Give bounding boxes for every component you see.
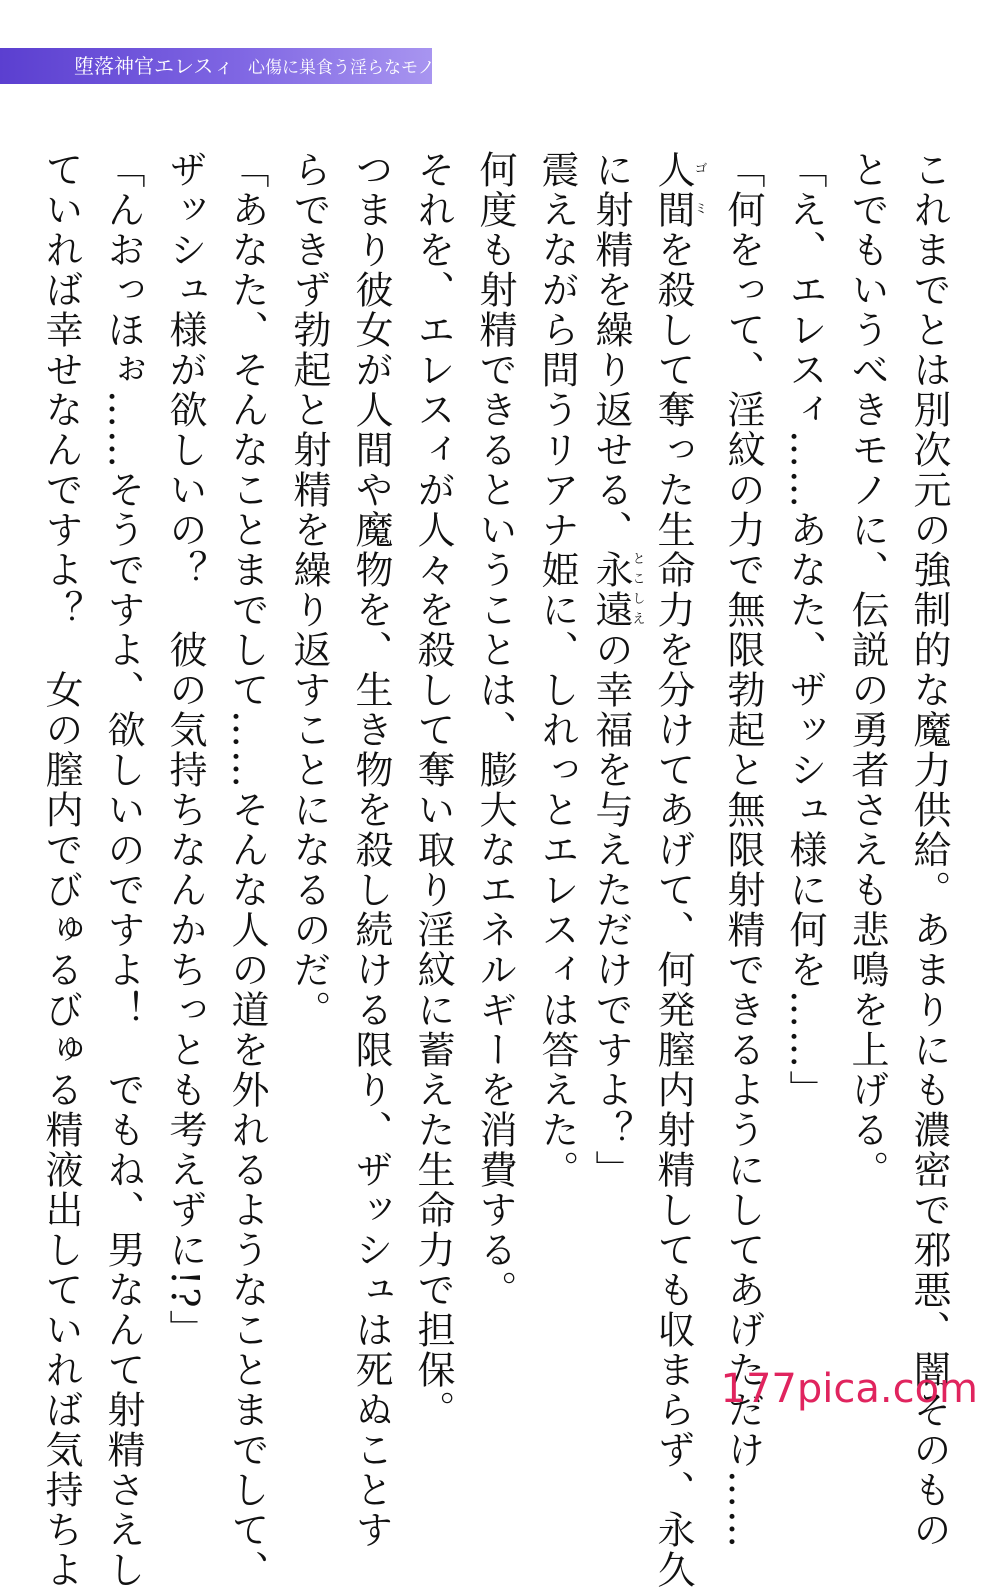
text-line-2: とでもいうべきモノに、伝説の勇者さえも悲鳴を上げる。 [845, 150, 889, 1190]
ruby-gomi [651, 150, 707, 230]
ruby-base-ningen: 人間 [651, 150, 695, 230]
text-line-7: 震えながら問うリアナ姫に、しれっとエレスィは答えた。 [535, 150, 579, 1190]
ruby-tokoshie [589, 550, 645, 630]
text-line-9: それを、エレスィが人々を殺して奪い取り淫紋に蓄えた生命力で担保。 [411, 150, 455, 1430]
text-line-13: ザッシュ様が欲しいの？ 彼の気持ちなんかちっとも考えずに!?」 [163, 150, 207, 1350]
text-line-11: らできず勃起と射精を繰り返すことになるのだ。 [287, 150, 331, 1030]
text-line-12: 「あなた、そんなことまでして……そんな人の道を外れるようなことまでして、 [225, 150, 269, 1590]
text-line-1: これまでとは別次元の強制的な魔力供給。あまりにも濃密で邪悪、闇そのもの [907, 150, 951, 1550]
text-line-10: つまり彼女が人間や魔物を、生き物を殺し続ける限り、ザッシュは死ぬことす [349, 150, 393, 1550]
ruby-text-gomi: ゴミ [691, 150, 707, 230]
header-text [74, 48, 435, 84]
text-line-5-rest: を殺して奪った生命力を分けてあげて、何発膣内射精しても収まらず、永久 [651, 230, 695, 1590]
text-line-5 [651, 150, 707, 1590]
text-line-15: ていれば幸せなんですよ？ 女の膣内でびゅるびゅる精液出していれば気持ちよ [39, 150, 83, 1590]
text-line-3: 「え、エレスィ……あなた、ザッシュ様に何を……」 [783, 150, 827, 1110]
chapter-subtitle: 心傷に巣食う淫らなモノ [248, 58, 435, 78]
text-line-6-rest: の幸福を与えただけですよ？」 [589, 630, 633, 1190]
text-line-6 [589, 150, 645, 1360]
ruby-base-eien: 永遠 [589, 550, 633, 630]
ruby-text-tokoshie: とこしえ [629, 550, 645, 630]
text-line-4: 「何をって、淫紋の力で無限勃起と無限射精できるようにしてあげただけ…… [721, 150, 765, 1550]
book-title: 堕落神官エレスィ [74, 54, 234, 78]
header-band [0, 48, 435, 84]
text-line-6-pre: に射精を繰り返せる、 [589, 150, 633, 550]
text-line-14: 「んおっほぉ……そうですよ、欲しいのですよ！ でもね、男なんて射精さえし [101, 150, 145, 1590]
site-watermark: 177pica.com [720, 1366, 978, 1412]
text-line-8: 何度も射精できるということは、膨大なエネルギーを消費する。 [473, 150, 517, 1310]
